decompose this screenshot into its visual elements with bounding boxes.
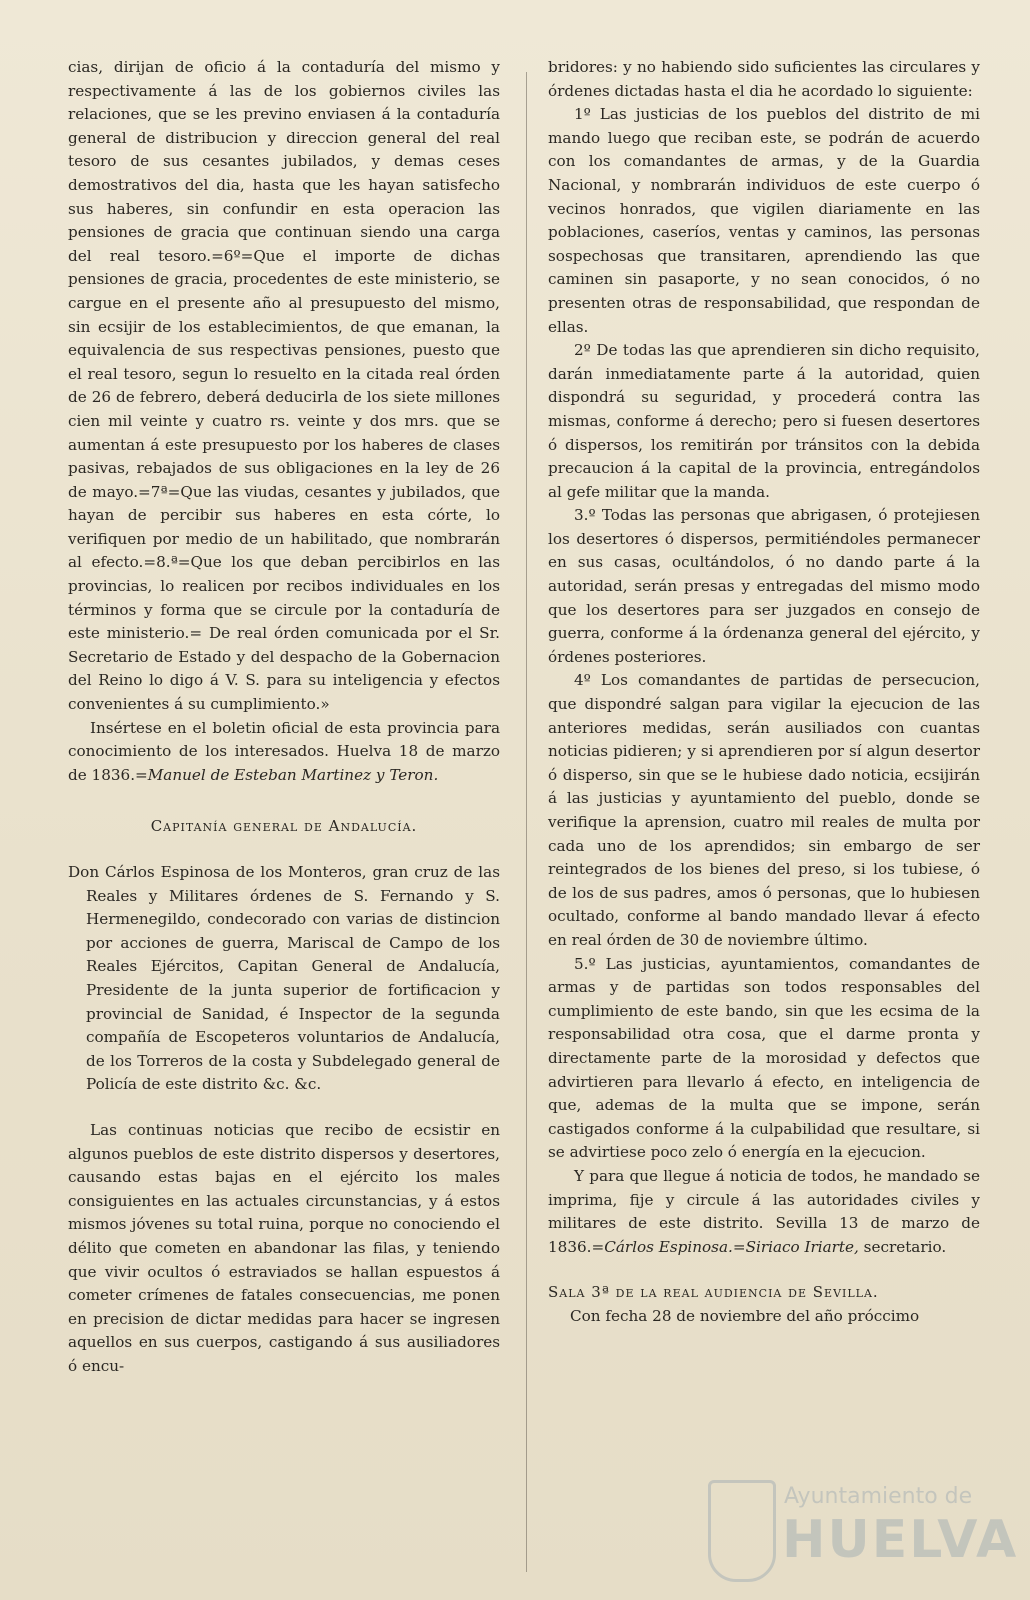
column-divider <box>526 72 527 1572</box>
closing-paragraph <box>548 1165 980 1259</box>
left-paragraph-1: cias, dirijan de oficio á la contaduría del mismo y respectivamente á las de los gobiernos civiles las relaciones, que se les previno enviasen á la contaduría general de distribucion y direccion general del real tesoro de sus cesantes jubilados, y demas ceses demostrativos del dia, hasta que les hayan satisfecho sus haberes, sin confundir en esta operacion las pensiones de gracia que continuan siendo una carga del real tesoro.=6º=Que el importe de dichas pensiones de gracia, procedentes de este ministerio, se cargue en el presente año al presupuesto del mismo, sin ecsijir de los establecimientos, de que emanan, la equivalencia de sus respectivas pensiones, puesto que el real tesoro, segun lo resuelto en la citada real órden de 26 de febrero, deberá deducirla de los siete millones cien mil veinte y cuatro rs. veinte y dos mrs. que se aumentan á este presupuesto por los haberes de clases pasivas, rebajados de sus obligaciones en la ley de 26 de mayo.=7ª=Que las viudas, cesantes y jubilados, que hayan de percibir sus haberes en esta córte, lo verifiquen por medio de un habilitado, que nombrarán al efecto.=8.ª=Que los que deban percibirlos en las provincias, lo realicen por recibos individuales en los términos y forma que se circule por la contaduría de este ministerio.= De real órden comunicada por el Sr. Secretario de Estado y del despacho de la Gobernacion del Reino lo digo á V. S. para su inteligencia y efectos convenientes á su cumplimiento.» <box>68 58 500 714</box>
left-column <box>68 56 500 1378</box>
article-3: 3.º Todas las personas que abrigasen, ó protejiesen los desertores ó dispersos, permitiéndoles permanecer en sus casas, ocultándolos, ó no dando parte á la autoridad, serán presas y entregadas del mismo modo que los desertores para ser juzgados en consejo de guerra, conforme á la órdenanza general del ejército, y órdenes posteriores. <box>548 506 980 666</box>
watermark-line-1: Ayuntamiento de <box>784 1484 973 1509</box>
article-1: 1º Las justicias de los pueblos del distrito de mi mando luego que reciban este, se podrán de acuerdo con los comandantes de armas, y de la Guardia Nacional, y nombrarán individuos de este cuerpo ó vecinos honrados, que vigilen diariamente en las poblaciones, caseríos, ventas y caminos, las personas sospechosas que transitaren, aprendiendo las que caminen sin pasaporte, y no sean conocidos, ó no presenten otras de responsabilidad, que respondan de ellas. <box>548 105 980 336</box>
archive-watermark <box>708 1476 1019 1596</box>
section-heading-capitania: Capitanía general de Andalucía. <box>150 817 418 836</box>
section-heading-sala: Sala 3ª de la real audiencia de Sevilla. <box>548 1283 879 1302</box>
left-paragraph-2 <box>68 717 500 788</box>
article-5: 5.º Las justicias, ayuntamientos, comandantes de armas y de partidas son todos responsables del cumplimiento de este bando, sin que les ecsima de la responsabilidad otra cosa, que el darme pronta y directamente parte de la morosidad y defectos que advirtieren para llevarlo á efecto, en inteligencia de que, ademas de la multa que se impone, serán castigados conforme á la culpabilidad que resultare, si se advirtiese poco zelo ó energía en la ejecucion. <box>548 954 980 1162</box>
closing-signature: Cárlos Espinosa.=Siriaco Iriarte, <box>604 1237 859 1256</box>
right-paragraph-1: bridores: y no habiendo sido suficientes las circulares y órdenes dictadas hasta el dia he acordado lo siguiente: <box>548 58 980 100</box>
left-paragraph-titles: Don Cárlos Espinosa de los Monteros, gran cruz de las Reales y Militares órdenes de S. Fernando y S. Hermenegildo, condecorado con varias de distincion por acciones de guerra, Mariscal de Campo de los Reales Ejércitos, Capitan General de Andalucía, Presidente de la junta superior de fortificacion y provincial de Sanidad, é Inspector de la segunda compañía de Escopeteros voluntarios de Andalucía, de los Torreros de la costa y Subdelegado general de Policía de este distrito &c. &c. <box>68 863 500 1094</box>
spacer <box>68 1097 500 1119</box>
watermark-line-2: HUELVA <box>782 1510 1019 1570</box>
right-last-line: Con fecha 28 de noviembre del año próccimo <box>570 1306 920 1325</box>
article-2: 2º De todas las que aprendieren sin dicho requisito, darán inmediatamente parte á la autoridad, quien dispondrá su seguridad, y procederá contra las mismas, conforme á derecho; pero si fuesen desertores ó dispersos, los remitirán por tránsitos con la debida precaucion á la capital de la provincia, entregándolos al gefe militar que la manda. <box>548 341 980 501</box>
coat-of-arms-icon <box>708 1480 776 1582</box>
insert-notice-text: Insértese en el boletin oficial de esta provincia para conocimiento de los interesados. Huelva 18 de marzo de 1836.= <box>68 718 500 784</box>
closing-text: Y para que llegue á noticia de todos, he mandado se imprima, fije y circule á las autoridades civiles y militares de este distrito. Sevilla 13 de marzo de 1836.= <box>548 1166 980 1256</box>
right-column <box>548 56 980 1328</box>
closing-tail: secretario. <box>858 1237 947 1256</box>
article-4: 4º Los comandantes de partidas de persecucion, que dispondré salgan para vigilar la ejecucion de las anteriores medidas, serán ausiliados con cuantas noticias pidieren; y si aprendieren por sí algun desertor ó disperso, sin que se le hubiese dado noticia, ecsijirán á las justicias y ayuntamiento del pueblo, donde se verifique la aprension, cuatro mil reales de multa por cada uno de los aprendidos; sin embargo de ser reintegrados de los bienes del preso, si los tubiese, ó de los de sus padres, amos ó personas, que lo hubiesen ocultado, conforme al bando mandado llevar á efecto en real órden de 30 de noviembre último. <box>548 671 980 949</box>
left-paragraph-4: Las continuas noticias que recibo de ecsistir en algunos pueblos de este distrito dispersos y desertores, causando estas bajas en el ejército los males consiguientes en las actuales circunstancias, y á estos mismos jóvenes su total ruina, porque no conociendo el délito que cometen en abandonar las filas, y teniendo que vivir ocultos ó estraviados se hallan espuestos á cometer crímenes de fatales consecuencias, me ponen en precision de dictar medidas para hacer se ingresen aquellos en sus cuerpos, castigando á sus ausiliadores ó encu- <box>68 1120 500 1375</box>
insert-notice-signature: Manuel de Esteban Martinez y Teron. <box>147 765 439 784</box>
